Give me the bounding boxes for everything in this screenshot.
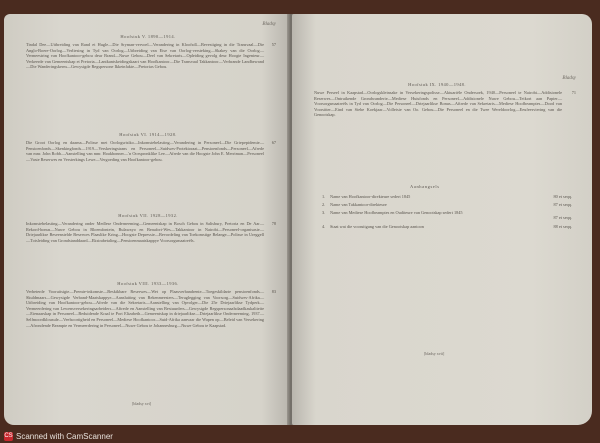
right-footer: [bladsy xvii]	[424, 351, 445, 356]
appendix-page: 80 et seqq.	[553, 194, 572, 199]
left-page	[4, 14, 290, 425]
chapter-heading-viii: Hoofstuk VIII. 1933—1936.	[117, 281, 179, 286]
left-footer: [bladsy xvi]	[132, 401, 152, 406]
appendix-row	[322, 224, 572, 230]
right-header: Bladsy	[562, 76, 576, 81]
watermark-text: Scanned with CamScanner	[16, 431, 113, 441]
appendix-number: 1.	[322, 194, 326, 199]
appendix-label: Staat wat die vooruitgang van die Genootskap aantoon	[330, 224, 424, 229]
chapter-page-ix: 71	[571, 90, 576, 95]
chapter-page-viii: 83	[271, 289, 276, 294]
appendix-row	[322, 194, 572, 200]
appendix-number: 3.	[322, 210, 326, 215]
camscanner-logo-icon: CS	[4, 433, 13, 439]
chapter-page-vii: 78	[271, 221, 276, 226]
appendix-row	[322, 202, 572, 208]
chapter-heading-ix: Hoofstuk IX. 1940—1948.	[408, 82, 466, 87]
chapter-page-v: 57	[271, 42, 276, 47]
appendix-page: 88 et seqq.	[553, 224, 572, 229]
appendix-label: Name van Takkantoor-direkteure	[330, 202, 387, 207]
chapter-text-viii: Verbeterde Vooruitsigte—Premie-inkomste—Beskikbare Reserwes—Wet op Plaasverbandrente—Toegeskildarte pensioenfonds—Skuldmaars—Gewysigde Verband-Maatskappye—Aansluiting van Rekenmeesters—Teruglegging van Voorsorg—Suidwes-Afrika—Uitbreiding van Hoofkantoor-gebou—Afrede van die Sekretaris—Aanstelling van Opvolger—Die 25e Driejaarlikse Tydperk—Vermeerdering van Lewensversekeringsarbeiders—Aftrede en Aanstelling van Bestuurders—Gewysigde Regspersonaalsdaadkaskaliteite—Eienaarskap in Personeel—Beduidende Kraal te Port Elizabeth—Gemeentskap in driejaarlikse—Driejaarlikse Onderneeming, 1937—Selfmoordklousule—Veelsoortigheid en Personeel—Mediese Hoofkantoor—Suid-Afrika aanvaar die Wapen op—Beleid van Versekering—Afrondende Beampte en Vermeerdering in Personeel—Nuwe Gebou te Johannesburg—Nuwe Gebou te Kaapstad.	[26, 289, 264, 328]
chapter-heading-vi: Hoofstuk VI. 1914—1928.	[119, 132, 177, 137]
appendix-number: 4.	[322, 224, 326, 229]
chapter-page-vi: 67	[271, 140, 276, 145]
chapter-text-ix: Nuwe Perseel in Kaapstad—Oorlogskleinsake in Versekeringspolisse—Aktuariële Ondersoek, 1940—Personeel te Nairobi—Addisionele Reserwes—Ontruikende Grondwanderie—Mediese Huisfonds en Personeel—Addisionele Nuwe Gebou—Teikort aan Papier—Voorsorgsmaatreëls in Tyd van Oorlog—Die Personeel—Driejaarlikse Bonus—Aftrede van Sekretaris—Mediese Hoofbeamptes—Dood van Voorsitter—Eind van Siebe Koekjaar—Volleisie van Oo. Gebou—Die Personeel en die Twee Wereldoorlog—Eeufeesviering van die Genootskap.	[314, 90, 562, 118]
chapter-heading-v: Hoofstuk V. 1890—1914.	[120, 34, 176, 39]
camscanner-watermark	[4, 432, 113, 441]
chapter-text-v: Tindal Dee—Uitbreiding van Rand et Hugle—Die Sryman-vervoel—Verandering in Kloofsdl—Bevestiging in die Transvaal—Die Anglo-Boere-Oorlog—Verliesing in Tyd van Oorlog—Uitbreiding van Eise van Oorlog-versteking—Skakey van die Oorlog—Vermeestring van Hoofkantoor-gebou deur Brand—Nuwe Gebou—Deel van Sekretaris—Opleiding gevolg deur Hoogte Ingenieur—Verkeerde van Gemeentskap et Pretoria—Lantkantskeidingskaart van Hoofkantoor—Die Transvaal Takkantoor—Verbrande Landbewand—Die Wanderingskerm—Gewysigde Regspersone Ikkeinfakte—Pretorias Gebou.	[26, 42, 264, 70]
right-page	[292, 14, 592, 425]
appendix-page: 87 et seqq.	[553, 215, 572, 220]
chapter-text-vi: Die Groot Oorlog en daarna—Polisse met Oorlogsrisiko—Inkomstebelasting—Verandering in Personeel—Die Griepepidemie—Pensioenfonds—Skenkingfonds—1919—Verskeringstrans en Personeel—Suidwes-Protektoraat—Pensioenfonds—Personeel—Afrede van mnr. John Robb—Aanstelling van mnr. Hoakbonner—'n Oorspronklike Lee—Afrede van die Hoogste John E. Merriman—Personeel—Vaste Reserwes en Versterkings Lewe—Vergoeding van Hoofkantoor-gebou.	[26, 140, 264, 162]
appendix-title: Aanhangsels	[410, 184, 440, 189]
chapter-text-vii: Inkomstebelasting—Verandering onder Medlese Onderneeming—Gemeentskap in Bosch Gebou in Salisbury, Pretoria en De Aar—Rekord-bonus—Nuwe Gebou in Bloemfontein, Bulawayo en Beaufort-Wes—Takkantoor in Nairobi—Personeel-organisasie—Driejaarlikse Beseenstelde Beserwes Plaaslike Kring—Hoogste Depressie—Bevordeling van Toekomstige Belange—Polisse in Ureggell—Totsleiding van Grondstanddaard—Ekstrabetaling—Pensioenmaatskappye Voorsorgsmaatreëls.	[26, 221, 264, 243]
appendix-page: 87 et seqq.	[553, 202, 572, 207]
appendix-label: Name van Mediese Hoofbeamptes en Ouditeure van Genootskap sedert 1845	[330, 210, 463, 215]
appendix-number: 2.	[322, 202, 326, 207]
left-header: Bladsy	[262, 22, 276, 27]
chapter-heading-vii: Hoofstuk VII. 1928—1932.	[118, 213, 178, 218]
appendix-label: Name van Hoofkantoor-direkteure sedert 1845	[330, 194, 411, 199]
appendix-row	[322, 210, 572, 220]
